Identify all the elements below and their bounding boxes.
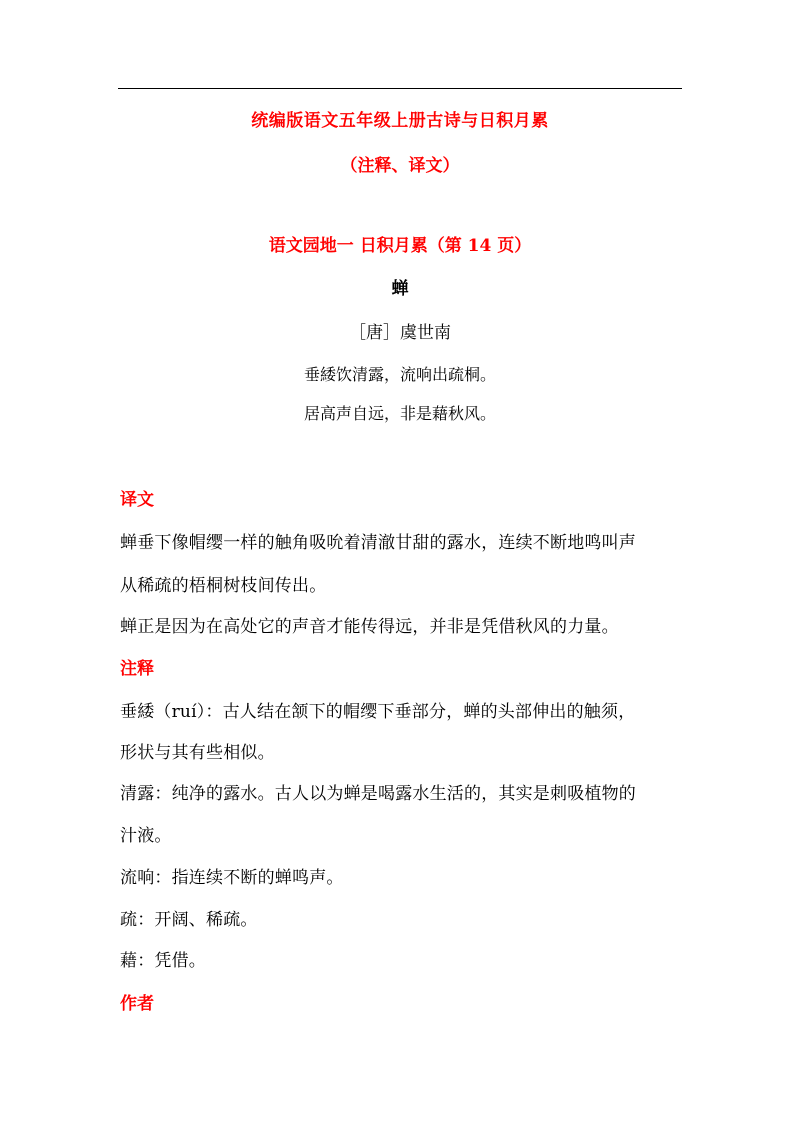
notes-label: 注释 (120, 659, 154, 679)
poem-line: 居高声自远，非是藉秋风。 (303, 404, 496, 423)
note-line: 垂緌（ruí）：古人结在颔下的帽缨下垂部分，蝉的头部伸出的触须， (120, 702, 636, 722)
translation-line: 蝉垂下像帽缨一样的触角吸吮着清澈甘甜的露水，连续不断地鸣叫声 (120, 533, 636, 553)
note-line: 清露：纯净的露水。古人以为蝉是喝露水生活的，其实是刺吸植物的 (120, 784, 636, 804)
note-line: 藉：凭借。 (120, 951, 206, 971)
poem-title: 蝉 (391, 279, 409, 299)
author-label: 作者 (120, 994, 154, 1014)
translation-line: 从稀疏的梧桐树枝间传出。 (120, 576, 327, 596)
poem-line: 垂緌饮清露，流响出疏桐。 (303, 365, 496, 384)
document-subtitle: （注释、译文） (340, 156, 460, 176)
note-line: 疏：开阔、稀疏。 (120, 910, 258, 930)
section-heading: 语文园地一 日积月累（第 14 页） (268, 236, 532, 256)
note-line: 汁液。 (120, 826, 172, 846)
top-rule (118, 88, 682, 89)
note-line: 流响：指连续不断的蝉鸣声。 (120, 868, 344, 888)
translation-line: 蝉正是因为在高处它的声音才能传得远，并非是凭借秋风的力量。 (120, 617, 619, 637)
translation-label: 译文 (120, 490, 154, 510)
document-title: 统编版语文五年级上册古诗与日积月累 (251, 111, 549, 131)
note-line: 形状与其有些相似。 (120, 743, 275, 763)
poem-author: ［唐］虞世南 (349, 323, 451, 343)
